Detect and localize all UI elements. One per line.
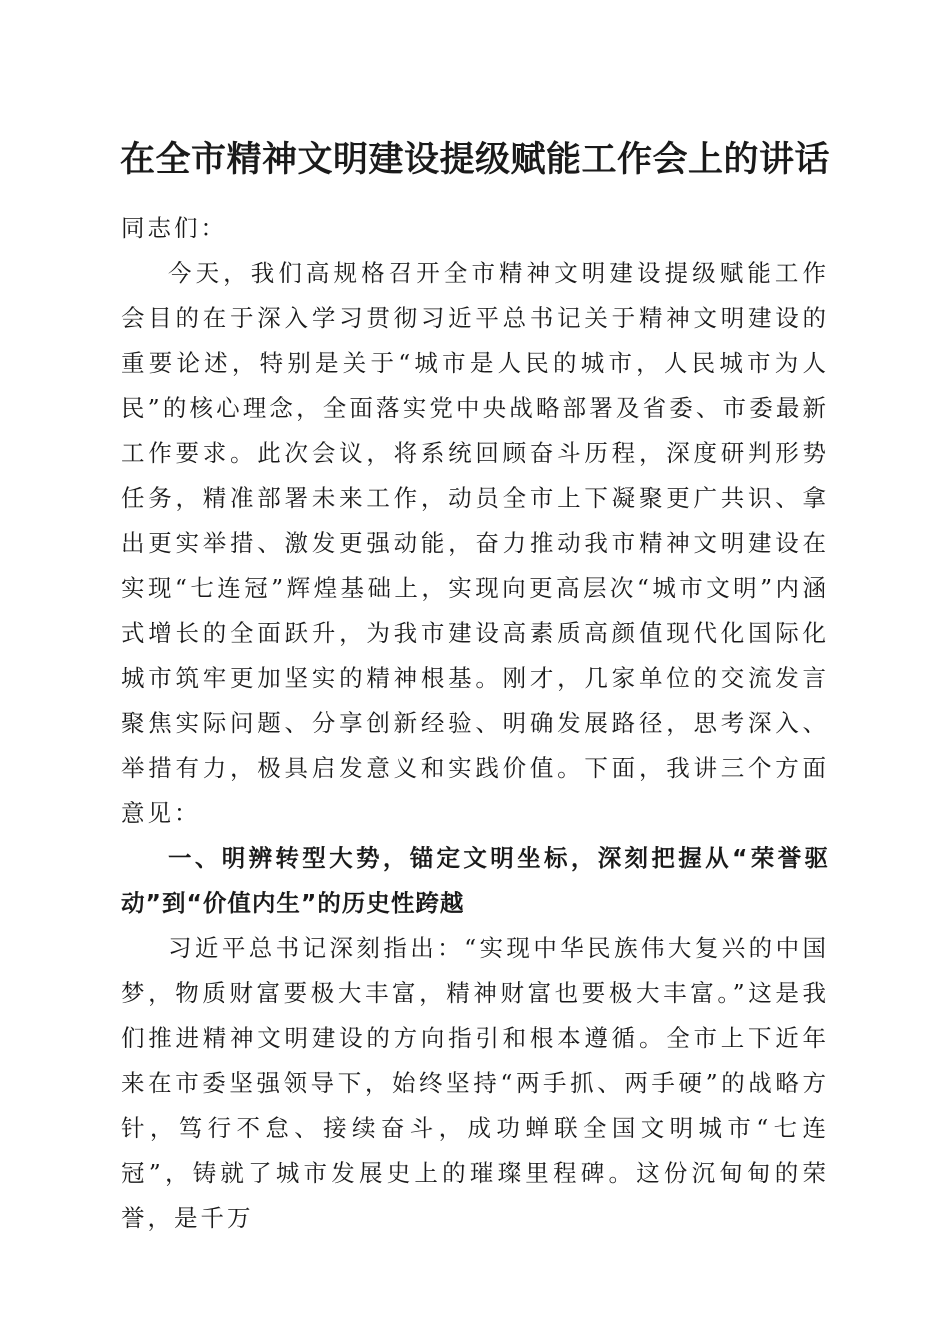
salutation: 同志们：	[121, 214, 227, 242]
paragraph-intro: 今天，我们高规格召开全市精神文明建设提级赋能工作会目的在于深入学习贯彻习近平总书记关于精神文明建设的重要论述，特别是关于“城市是人民的城市，人民城市为人民”的核心理念，全面落实党中央战略部署及省委、市委最新工作要求。此次会议，将系统回顾奋斗历程，深度研判形势任务，精准部署未来工作，动员全市上下凝聚更广共识、拿出更实举措、激发更强动能，奋力推动我市精神文明建设在实现“七连冠”辉煌基础上，实现向更高层次“城市文明”内涵式增长的全面跃升，为我市建设高素质高颜值现代化国际化城市筑牢更加坚实的精神根基。刚才，几家单位的交流发言聚焦实际问题、分享创新经验、明确发展路径，思考深入、举措有力，极具启发意义和实践价值。下面，我讲三个方面意见：	[121, 259, 829, 827]
section-heading-1: 一、明辨转型大势，锚定文明坐标，深刻把握从“荣誉驱动”到“价值内生”的历史性跨越	[121, 844, 829, 917]
document-body	[121, 206, 829, 1241]
paragraph-section-1: 习近平总书记深刻指出：“实现中华民族伟大复兴的中国梦，物质财富要极大丰富，精神财富也要极大丰富。”这是我们推进精神文明建设的方向指引和根本遵循。全市上下近年来在市委坚强领导下，始终坚持“两手抓、两手硬”的战略方针，笃行不怠、接续奋斗，成功蝉联全国文明城市“七连冠”，铸就了城市发展史上的璀璨里程碑。这份沉甸甸的荣誉，是千万	[121, 934, 829, 1232]
document-title: 在全市精神文明建设提级赋能工作会上的讲话	[119, 139, 830, 180]
